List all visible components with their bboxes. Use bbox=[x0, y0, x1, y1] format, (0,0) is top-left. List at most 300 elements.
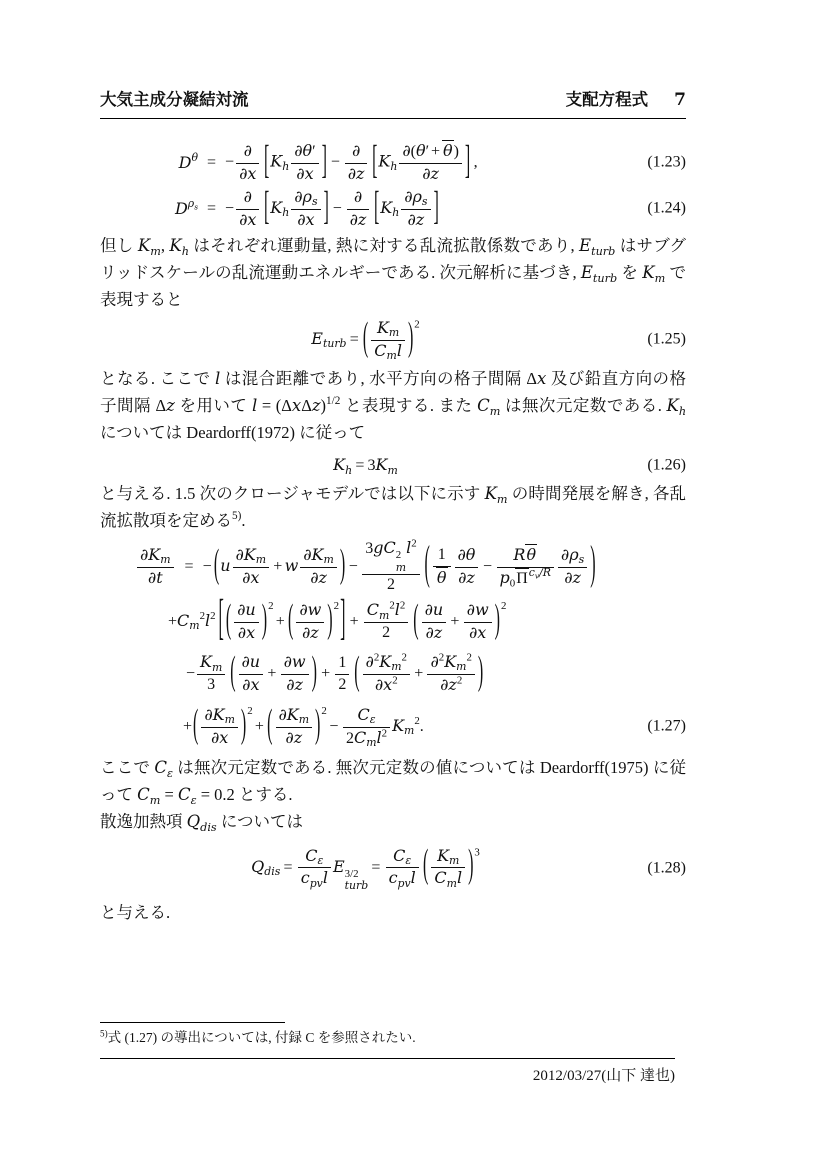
text-run: については bbox=[216, 812, 303, 832]
math-variable: x bbox=[536, 369, 547, 388]
math-variable: turb bbox=[322, 337, 347, 351]
equation-rhs bbox=[225, 187, 440, 232]
fraction bbox=[464, 600, 492, 645]
math-variable: h bbox=[181, 244, 189, 258]
subscript bbox=[593, 273, 617, 285]
footer-rule bbox=[100, 1058, 675, 1059]
math-variable: C bbox=[305, 845, 318, 865]
math-roman: + bbox=[273, 557, 283, 575]
math-variable: K bbox=[169, 236, 182, 255]
denominator bbox=[433, 566, 451, 590]
equals-sign: = bbox=[207, 153, 217, 171]
math-roman: 2 bbox=[381, 727, 388, 739]
math-variable: ∂z bbox=[286, 674, 303, 694]
math-variable: u bbox=[220, 555, 231, 575]
text-run: 次のクロージャモデルでは以下に示す bbox=[195, 484, 485, 503]
superscript bbox=[457, 674, 462, 686]
subscript bbox=[456, 661, 466, 673]
subscript bbox=[256, 554, 266, 566]
subscript bbox=[387, 350, 397, 362]
math-variable: ∂w bbox=[283, 651, 306, 671]
math-roman: 2 bbox=[338, 675, 347, 693]
fraction bbox=[298, 846, 331, 891]
math-variable: ∂ bbox=[430, 651, 439, 671]
equals-sign: = bbox=[207, 199, 217, 217]
math-variable: ∂x bbox=[242, 674, 260, 694]
math-variable: ∂ρ bbox=[294, 186, 312, 206]
fraction bbox=[201, 705, 238, 750]
math-variable: m bbox=[149, 793, 161, 807]
math-variable: m bbox=[496, 492, 508, 506]
text-run: の時間発展を解き, 各乱流拡散項を定める bbox=[100, 484, 687, 530]
equation-label: (1.23) bbox=[647, 153, 686, 171]
numerator bbox=[371, 318, 405, 340]
math-roman: + bbox=[414, 664, 424, 682]
math-variable: ∂z bbox=[349, 209, 367, 229]
superscript bbox=[402, 651, 407, 663]
numerator bbox=[345, 141, 368, 163]
fraction bbox=[401, 187, 430, 232]
text-run: はそれぞれ運動量, 熱に対する乱流拡散係数であり, bbox=[188, 236, 580, 255]
math-variable: C bbox=[434, 868, 447, 888]
subscript bbox=[404, 725, 414, 737]
math-roman: + bbox=[168, 612, 178, 630]
subscript bbox=[497, 494, 508, 506]
math-variable: m bbox=[387, 463, 398, 477]
denominator bbox=[399, 163, 462, 186]
denominator bbox=[497, 567, 554, 590]
paragraph bbox=[100, 232, 686, 313]
math-variable: h bbox=[282, 206, 290, 220]
math-variable: θ bbox=[436, 567, 447, 587]
math-roman: 3/2 bbox=[344, 867, 359, 880]
fraction bbox=[427, 652, 474, 697]
math-variable: K bbox=[642, 263, 655, 282]
math-variable: ε bbox=[369, 713, 376, 727]
math-variable: m bbox=[446, 876, 457, 890]
text-run: . bbox=[241, 511, 246, 530]
math-variable: ∂x bbox=[469, 622, 487, 642]
math-variable: h bbox=[390, 160, 398, 174]
math-variable: K bbox=[375, 455, 388, 475]
math-roman: 2 bbox=[414, 318, 420, 331]
page-number: 7 bbox=[674, 90, 686, 110]
text-run: と与える. bbox=[100, 903, 171, 923]
math-variable: ∂ bbox=[365, 651, 374, 671]
equation-body bbox=[311, 318, 419, 363]
numerator bbox=[455, 545, 479, 567]
math-variable: ∂z bbox=[301, 622, 319, 642]
delimiter: ( bbox=[288, 598, 294, 642]
math-roman: 2 bbox=[392, 674, 398, 686]
numerator bbox=[291, 187, 320, 209]
delimiter: ( bbox=[413, 598, 419, 642]
denominator bbox=[291, 209, 320, 232]
equation-group-1.23-1.24 bbox=[100, 140, 686, 232]
sup-sub-stack bbox=[345, 868, 369, 893]
fraction bbox=[291, 187, 320, 232]
equation-1.27-line-3 bbox=[100, 648, 686, 700]
equation-1.23 bbox=[100, 140, 686, 186]
numerator bbox=[137, 545, 174, 567]
subscript bbox=[189, 620, 199, 632]
superscript bbox=[321, 705, 326, 717]
math-variable: ∂K bbox=[235, 544, 256, 564]
numerator bbox=[343, 705, 390, 727]
math-variable: E bbox=[579, 236, 592, 255]
math-variable: K bbox=[379, 651, 392, 671]
subscript bbox=[150, 246, 161, 258]
math-roman: − bbox=[225, 199, 235, 217]
math-variable: ∂K bbox=[278, 704, 299, 724]
overline bbox=[436, 567, 448, 588]
math-variable: E bbox=[311, 328, 323, 348]
math-variable: dis bbox=[264, 864, 281, 878]
math-variable: ∂ bbox=[243, 140, 252, 160]
delimiter: ) bbox=[311, 650, 317, 694]
math-variable: ∂θ bbox=[457, 544, 476, 564]
math-variable: C bbox=[353, 727, 367, 747]
math-variable: ∂ρ bbox=[404, 186, 422, 206]
text-run: を bbox=[617, 263, 643, 282]
denominator bbox=[464, 622, 492, 645]
text-run: と表現する. また bbox=[340, 396, 478, 415]
denominator bbox=[427, 674, 474, 697]
math-variable: ∂u bbox=[237, 599, 256, 619]
math-roman: 3 bbox=[474, 846, 480, 859]
text-run: は混合距離であり, 水平方向の格子間隔 bbox=[220, 369, 527, 388]
numerator bbox=[335, 653, 349, 674]
math-roman: Δ bbox=[155, 396, 167, 415]
fraction bbox=[371, 318, 405, 363]
math-variable: ∂x bbox=[296, 163, 314, 183]
math-variable: m bbox=[323, 553, 334, 567]
math-variable: l bbox=[456, 868, 463, 888]
equation-1.27 bbox=[100, 538, 686, 754]
subscript bbox=[579, 554, 585, 566]
math-variable: C bbox=[357, 704, 370, 724]
subscript bbox=[212, 662, 222, 674]
math-variable: s bbox=[311, 195, 318, 209]
subscript bbox=[390, 161, 397, 173]
fraction bbox=[345, 141, 368, 186]
text-run: は無次元定数である. bbox=[500, 396, 667, 415]
subscript bbox=[366, 737, 376, 749]
math-variable: R bbox=[513, 545, 526, 565]
delimiter: ) bbox=[261, 598, 268, 642]
fraction bbox=[558, 545, 587, 590]
paragraph bbox=[100, 899, 686, 926]
denominator bbox=[236, 163, 259, 186]
subscript bbox=[200, 822, 217, 834]
delimiter: [ bbox=[372, 139, 378, 182]
math-variable: h bbox=[345, 463, 353, 477]
delimiter: [ bbox=[218, 593, 224, 646]
superscript bbox=[100, 1028, 108, 1038]
math-variable: turb bbox=[592, 271, 618, 285]
delimiter: ) bbox=[407, 316, 414, 359]
math-variable: ∂ bbox=[402, 141, 411, 161]
delimiter: ] bbox=[464, 139, 471, 182]
math-variable: ∂x bbox=[237, 622, 256, 642]
math-variable: pv bbox=[397, 876, 411, 890]
math-variable: E bbox=[580, 263, 593, 282]
numerator bbox=[234, 600, 259, 622]
delimiter: ( bbox=[230, 650, 236, 694]
subscript bbox=[182, 246, 189, 258]
math-variable: m bbox=[189, 619, 200, 633]
math-variable: ∂ bbox=[351, 140, 361, 160]
math-variable: ∂x bbox=[210, 727, 229, 747]
denominator bbox=[343, 727, 390, 750]
denominator bbox=[558, 567, 587, 590]
math-roman: 2 bbox=[345, 729, 354, 747]
math-roman: = 0.2 bbox=[196, 785, 235, 805]
math-variable: m bbox=[211, 660, 223, 674]
denominator bbox=[137, 567, 174, 590]
equation-1.26 bbox=[100, 452, 686, 480]
math-variable: K bbox=[376, 317, 389, 337]
subscript bbox=[160, 554, 170, 566]
denominator bbox=[401, 209, 430, 232]
math-variable: m bbox=[150, 244, 161, 258]
equation-label: (1.25) bbox=[647, 330, 686, 348]
footer-date: 2012/03/27(山下 達也) bbox=[532, 1068, 675, 1084]
math-variable: ∂K bbox=[140, 544, 161, 564]
math-variable: dis bbox=[200, 820, 217, 834]
delimiter: [ bbox=[373, 185, 380, 228]
math-variable: ∂ bbox=[243, 186, 252, 206]
math-roman: ′ bbox=[425, 143, 430, 161]
math-variable: K bbox=[200, 652, 212, 672]
math-roman: 2 bbox=[373, 651, 380, 664]
math-roman: + bbox=[349, 612, 359, 630]
superscript bbox=[382, 727, 387, 739]
paragraph bbox=[100, 808, 686, 835]
text-run: で表現すると bbox=[100, 263, 687, 309]
math-variable: C bbox=[366, 600, 380, 620]
math-variable: m bbox=[160, 553, 171, 567]
math-variable: C bbox=[383, 538, 396, 557]
denominator bbox=[345, 163, 368, 186]
delimiter: ) bbox=[590, 538, 596, 590]
math-roman: Deardorff(1975) bbox=[539, 758, 649, 778]
paragraph bbox=[100, 754, 686, 808]
fraction bbox=[433, 545, 451, 590]
math-roman: 1.5 bbox=[174, 484, 196, 503]
math-variable: ∂x bbox=[242, 567, 260, 587]
math-variable: s bbox=[194, 201, 198, 211]
math-roman: 3 bbox=[207, 676, 216, 694]
fraction bbox=[335, 653, 349, 696]
delimiter: [ bbox=[263, 185, 270, 228]
overline bbox=[525, 544, 537, 565]
equation-label: (1.27) bbox=[647, 717, 686, 735]
math-variable: l bbox=[322, 868, 328, 888]
math-variable: m bbox=[404, 724, 415, 738]
fraction bbox=[197, 652, 225, 696]
math-variable: ∂x bbox=[239, 163, 257, 183]
math-variable: K bbox=[666, 396, 679, 415]
math-variable: ε bbox=[190, 793, 197, 807]
numerator bbox=[233, 545, 270, 567]
sup-sub-stack bbox=[396, 549, 406, 574]
math-variable: Q bbox=[251, 856, 265, 876]
math-variable: x bbox=[291, 396, 302, 415]
math-roman: = bbox=[349, 330, 359, 348]
math-variable: K bbox=[444, 651, 457, 671]
math-variable: m bbox=[298, 713, 310, 727]
math-roman: 5) bbox=[232, 510, 242, 523]
math-variable: m bbox=[255, 553, 267, 567]
math-roman: . bbox=[419, 717, 424, 735]
math-variable: ∂z bbox=[440, 674, 457, 694]
delimiter: [ bbox=[263, 139, 270, 182]
text-run: 及び鉛直方向の格子間隔 bbox=[100, 369, 687, 415]
subscript bbox=[312, 196, 318, 208]
denominator bbox=[291, 163, 318, 186]
math-variable: C bbox=[137, 785, 150, 805]
delimiter: ( bbox=[362, 316, 369, 359]
math-variable: K bbox=[137, 236, 151, 255]
subscript bbox=[679, 406, 686, 418]
math-roman: 2 bbox=[386, 576, 395, 594]
math-variable: C bbox=[393, 845, 406, 865]
overline bbox=[515, 568, 529, 588]
equals-sign: = bbox=[184, 557, 194, 575]
fraction bbox=[431, 846, 465, 891]
math-roman: + bbox=[431, 143, 441, 161]
text-run: については bbox=[100, 423, 187, 442]
math-variable: θ bbox=[191, 150, 198, 164]
subscript bbox=[299, 714, 309, 726]
delimiter: ) bbox=[494, 598, 500, 642]
superscript bbox=[414, 318, 419, 330]
subscript bbox=[392, 207, 399, 219]
math-variable: s bbox=[421, 195, 428, 209]
numerator bbox=[401, 187, 430, 209]
math-variable: p bbox=[499, 568, 510, 588]
subscript bbox=[490, 406, 501, 418]
subscript bbox=[591, 246, 615, 258]
math-variable: l bbox=[396, 340, 402, 360]
equation-rhs bbox=[203, 538, 597, 596]
delimiter: ] bbox=[323, 185, 329, 228]
math-variable: ∂z bbox=[458, 567, 475, 587]
math-variable: v bbox=[534, 571, 540, 581]
superscript bbox=[334, 600, 339, 612]
numerator bbox=[363, 652, 410, 674]
subscript bbox=[447, 878, 457, 890]
math-variable: m bbox=[449, 854, 460, 867]
math-variable: K bbox=[333, 455, 346, 475]
equation-body bbox=[251, 846, 480, 893]
denominator bbox=[431, 867, 465, 890]
text-run: 但し bbox=[100, 236, 138, 255]
equation-rhs bbox=[225, 140, 478, 186]
equation-lhs bbox=[162, 196, 198, 220]
fraction bbox=[291, 141, 318, 186]
header-section-title: 支配方程式 bbox=[565, 91, 649, 109]
equation-1.27-line-2 bbox=[100, 593, 686, 648]
math-variable: c bbox=[388, 868, 398, 888]
math-variable: E bbox=[332, 856, 345, 876]
math-variable: θ bbox=[415, 141, 426, 161]
math-roman: 3 bbox=[367, 457, 376, 475]
math-roman: 2 bbox=[333, 600, 340, 613]
denominator bbox=[335, 674, 349, 696]
numerator bbox=[464, 600, 492, 622]
delimiter: ] bbox=[321, 139, 327, 182]
math-variable: D bbox=[178, 152, 192, 172]
math-roman: ) bbox=[453, 143, 459, 161]
math-roman: = bbox=[283, 858, 293, 876]
math-variable: m bbox=[489, 404, 501, 418]
math-roman: − bbox=[329, 717, 339, 735]
math-variable: ∂z bbox=[564, 567, 581, 587]
math-variable: ∂θ bbox=[294, 140, 313, 160]
math-variable: ε bbox=[405, 854, 412, 867]
equation-1.24 bbox=[100, 186, 686, 232]
math-variable: ∂u bbox=[424, 599, 444, 619]
superscript bbox=[466, 651, 471, 663]
math-variable: ∂K bbox=[204, 704, 225, 724]
fraction bbox=[137, 545, 174, 590]
delimiter: ) bbox=[477, 650, 484, 694]
math-variable: ∂z bbox=[407, 209, 425, 229]
subscript bbox=[264, 866, 280, 878]
math-variable: ∂x bbox=[297, 209, 315, 229]
math-roman: ′ bbox=[312, 142, 316, 160]
math-roman: − bbox=[330, 153, 340, 171]
math-roman: , bbox=[160, 236, 170, 255]
math-variable: ε bbox=[166, 766, 173, 780]
superscript bbox=[232, 510, 241, 522]
text-run: に従って bbox=[100, 758, 687, 805]
math-variable: w bbox=[284, 555, 299, 575]
math-variable: K bbox=[484, 484, 497, 503]
math-variable: ρ bbox=[187, 196, 195, 210]
math-variable: C bbox=[177, 785, 191, 805]
numerator bbox=[298, 846, 331, 868]
fraction bbox=[362, 538, 419, 596]
math-roman: 2 bbox=[414, 715, 420, 728]
denominator bbox=[239, 674, 264, 697]
subscript bbox=[345, 880, 369, 893]
math-variable: turb bbox=[344, 879, 369, 893]
math-variable: turb bbox=[591, 244, 616, 258]
math-variable: ∂w bbox=[466, 599, 489, 619]
math-roman: 2 bbox=[210, 610, 216, 623]
delimiter: ) bbox=[339, 543, 346, 587]
superscript bbox=[326, 395, 340, 407]
math-roman: Π bbox=[516, 570, 528, 588]
math-roman: + bbox=[183, 717, 193, 735]
subscript bbox=[324, 554, 334, 566]
fraction bbox=[239, 652, 264, 697]
math-roman: Deardorff(1972) bbox=[186, 423, 296, 442]
numerator bbox=[300, 545, 337, 567]
math-roman: Δ bbox=[526, 369, 537, 388]
delimiter: ) bbox=[327, 598, 333, 642]
math-variable: l bbox=[215, 369, 221, 388]
numerator bbox=[422, 600, 447, 622]
numerator bbox=[347, 187, 370, 209]
fraction bbox=[422, 600, 447, 645]
math-variable: θ bbox=[442, 141, 453, 161]
math-roman: ) bbox=[320, 396, 327, 415]
math-variable: s bbox=[578, 553, 585, 567]
